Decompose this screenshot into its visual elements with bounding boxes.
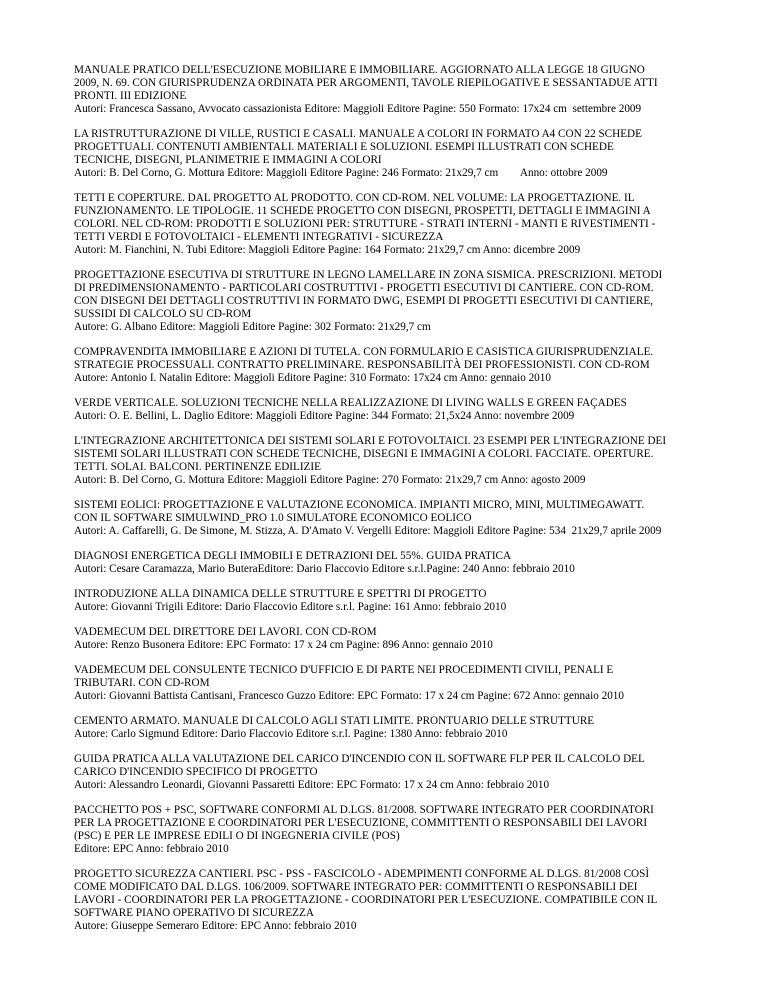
- book-entry: [74, 868, 694, 933]
- book-title: TETTI E COPERTURE. DAL PROGETTO AL PRODOTTO. CON CD-ROM. NEL VOLUME: LA PROGETTAZIONE. IL FUNZIONAMENTO. LE TIPOLOGIE. 11 SCHEDE PROGETTO CON DISEGNI, PROSPETTI, DETTAGLI E IMMAGINI A COLORI. NEL CD-ROM: PRODOTTI E SOLUZIONI PER: STRUTTURE - STRATI INTERNI - MANTI E RIVESTIMENTI - TETTI VERDI E FOTOVOLTAICI - ELEMENTI INTEGRATIVI - SICUREZZA: [74, 192, 656, 243]
- book-details: Autore: Giuseppe Semeraro Editore: EPC Anno: febbraio 2010: [74, 920, 357, 932]
- book-entry: [74, 397, 694, 423]
- book-details: Autori: Francesca Sassano, Avvocato cassazionista Editore: Maggioli Editore Pagine: 550 Formato: 17x24 cm settembre 2009: [74, 103, 642, 115]
- book-details: Autore: Renzo Busonera Editore: EPC Formato: 17 x 24 cm Pagine: 896 Anno: gennaio 2010: [74, 639, 493, 651]
- book-entry: [74, 626, 694, 652]
- book-entry: [74, 550, 694, 576]
- book-details: Autori: Giovanni Battista Cantisani, Francesco Guzzo Editore: EPC Formato: 17 x 24 cm Pagine: 672 Anno: gennaio 2010: [74, 690, 624, 702]
- book-title: INTRODUZIONE ALLA DINAMICA DELLE STRUTTURE E SPETTRI DI PROGETTO: [74, 588, 487, 600]
- book-details: Autori: A. Caffarelli, G. De Simone, M. Stizza, A. D'Amato V. Vergelli Editore: Maggioli Editore Pagine: 534 21x29,7 aprile 2009: [74, 525, 662, 537]
- book-details: Autori: Alessandro Leonardi, Giovanni Passaretti Editore: EPC Formato: 17 x 24 cm Anno: febbraio 2010: [74, 779, 550, 791]
- book-details: Editore: EPC Anno: febbraio 2010: [74, 843, 229, 855]
- book-details: Autori: B. Del Corno, G. Mottura Editore: Maggioli Editore Pagine: 246 Formato: 21x29,7 cm Anno: ottobre 2009: [74, 167, 608, 179]
- book-list: [74, 64, 694, 945]
- book-entry: [74, 499, 694, 538]
- book-details: Autori: O. E. Bellini, L. Daglio Editore: Maggioli Editore Pagine: 344 Formato: 21,5x24 Anno: novembre 2009: [74, 410, 575, 422]
- book-entry: [74, 435, 694, 487]
- book-details: Autore: Giovanni Trigili Editore: Dario Flaccovio Editore s.r.l. Pagine: 161 Anno: febbraio 2010: [74, 601, 507, 613]
- book-entry: [74, 192, 694, 257]
- book-title: PROGETTO SICUREZZA CANTIERI. PSC - PSS - FASCICOLO - ADEMPIMENTI CONFORME AL D.LGS. 81/2008 COSÌ COME MODIFICATO DAL D.LGS. 106/2009. SOFTWARE INTEGRATO PER: COMMITTENTI O RESPONSABILI DEI LAVORI - COORDINATORI PER LA PROGETTAZIONE - COORDINATORI PER L'ESECUZIONE. COMPATIBILE CON IL SOFTWARE PIANO OPERATIVO DI SICUREZZA: [74, 868, 658, 919]
- book-entry: [74, 346, 694, 385]
- book-entry: [74, 664, 694, 703]
- book-title: VERDE VERTICALE. SOLUZIONI TECNICHE NELLA REALIZZAZIONE DI LIVING WALLS E GREEN FAÇADES: [74, 397, 627, 409]
- book-title: SISTEMI EOLICI: PROGETTAZIONE E VALUTAZIONE ECONOMICA. IMPIANTI MICRO, MINI, MULTIMEGAWATT. CON IL SOFTWARE SIMULWIND_PRO 1.0 SIMULATORE ECONOMICO EOLICO: [74, 499, 645, 524]
- book-title: PACCHETTO POS + PSC, SOFTWARE CONFORMI AL D.LGS. 81/2008. SOFTWARE INTEGRATO PER COORDINATORI PER LA PROGETTAZIONE E COORDINATORI PER L'ESECUZIONE, COMMITTENTI O RESPONSABILI DEI LAVORI (PSC) E PER LE IMPRESE EDILI O DI INGEGNERIA CIVILE (POS): [74, 804, 654, 842]
- book-entry: [74, 588, 694, 614]
- book-details: Autori: M. Fianchini, N. Tubi Editore: Maggioli Editore Pagine: 164 Formato: 21x29,7 cm Anno: dicembre 2009: [74, 244, 581, 256]
- book-entry: [74, 753, 694, 792]
- book-title: VADEMECUM DEL DIRETTORE DEI LAVORI. CON CD-ROM: [74, 626, 377, 638]
- book-title: LA RISTRUTTURAZIONE DI VILLE, RUSTICI E CASALI. MANUALE A COLORI IN FORMATO A4 CON 22 SCHEDE PROGETTUALI. CONTENUTI AMBIENTALI. MATERIALI E SOLUZIONI. ESEMPI ILLUSTRATI CON SCHEDE TECNICHE, DISEGNI, PLANIMETRIE E IMMAGINI A COLORI: [74, 128, 642, 166]
- book-entry: [74, 128, 694, 180]
- book-title: DIAGNOSI ENERGETICA DEGLI IMMOBILI E DETRAZIONI DEL 55%. GUIDA PRATICA: [74, 550, 512, 562]
- book-title: GUIDA PRATICA ALLA VALUTAZIONE DEL CARICO D'INCENDIO CON IL SOFTWARE FLP PER IL CALCOLO DEL CARICO D'INCENDIO SPECIFICO DI PROGETTO: [74, 753, 645, 778]
- book-title: L'INTEGRAZIONE ARCHITETTONICA DEI SISTEMI SOLARI E FOTOVOLTAICI. 23 ESEMPI PER L'INTEGRAZIONE DEI SISTEMI SOLARI ILLUSTRATI CON SCHEDE TECNICHE, DISEGNI E IMMAGINI A COLORI. FACCIATE. OPERTURE. TETTI. SOLAI. BALCONI. PERTINENZE EDILIZIE: [74, 435, 667, 473]
- book-title: COMPRAVENDITA IMMOBILIARE E AZIONI DI TUTELA. CON FORMULARIO E CASISTICA GIURISPRUDENZIALE. STRATEGIE PROCESSUALI. CONTRATTO PRELIMINARE. RESPONSABILITÀ DEI PROFESSIONISTI. CON CD-ROM: [74, 346, 654, 371]
- book-entry: [74, 804, 694, 856]
- book-title: CEMENTO ARMATO. MANUALE DI CALCOLO AGLI STATI LIMITE. PRONTUARIO DELLE STRUTTURE: [74, 715, 595, 727]
- book-title: MANUALE PRATICO DELL'ESECUZIONE MOBILIARE E IMMOBILIARE. AGGIORNATO ALLA LEGGE 18 GIUGNO 2009, N. 69. CON GIURISPRUDENZA ORDINATA PER ARGOMENTI, TAVOLE RIEPILOGATIVE E SESSANTADUE ATTI PRONTI. III EDIZIONE: [74, 64, 658, 102]
- book-details: Autore: Carlo Sigmund Editore: Dario Flaccovio Editore s.r.l. Pagine: 1380 Anno: febbraio 2010: [74, 728, 508, 740]
- book-details: Autore: Antonio I. Natalin Editore: Maggioli Editore Pagine: 310 Formato: 17x24 cm Anno: gennaio 2010: [74, 372, 551, 384]
- book-title: VADEMECUM DEL CONSULENTE TECNICO D'UFFICIO E DI PARTE NEI PROCEDIMENTI CIVILI, PENALI E TRIBUTARI. CON CD-ROM: [74, 664, 614, 689]
- book-entry: [74, 269, 694, 334]
- book-details: Autore: G. Albano Editore: Maggioli Editore Pagine: 302 Formato: 21x29,7 cm: [74, 321, 431, 333]
- book-title: PROGETTAZIONE ESECUTIVA DI STRUTTURE IN LEGNO LAMELLARE IN ZONA SISMICA. PRESCRIZIONI. METODI DI PREDIMENSIONAMENTO - PARTICOLARI COSTRUTTIVI - PROGETTI ESECUTIVI DI CANTIERE. CON CD-ROM. CON DISEGNI DEI DETTAGLI COSTRUTTIVI IN FORMATO DWG, ESEMPI DI PROGETTI ESECUTIVI DI CANTIERE, SUSSIDI DI CALCOLO SU CD-ROM: [74, 269, 663, 320]
- book-entry: [74, 64, 694, 116]
- book-entry: [74, 715, 694, 741]
- book-details: Autori: B. Del Corno, G. Mottura Editore: Maggioli Editore Pagine: 270 Formato: 21x29,7 cm Anno: agosto 2009: [74, 474, 586, 486]
- book-details: Autori: Cesare Caramazza, Mario ButeraEditore: Dario Flaccovio Editore s.r.l.Pagine: 240 Anno: febbraio 2010: [74, 563, 575, 575]
